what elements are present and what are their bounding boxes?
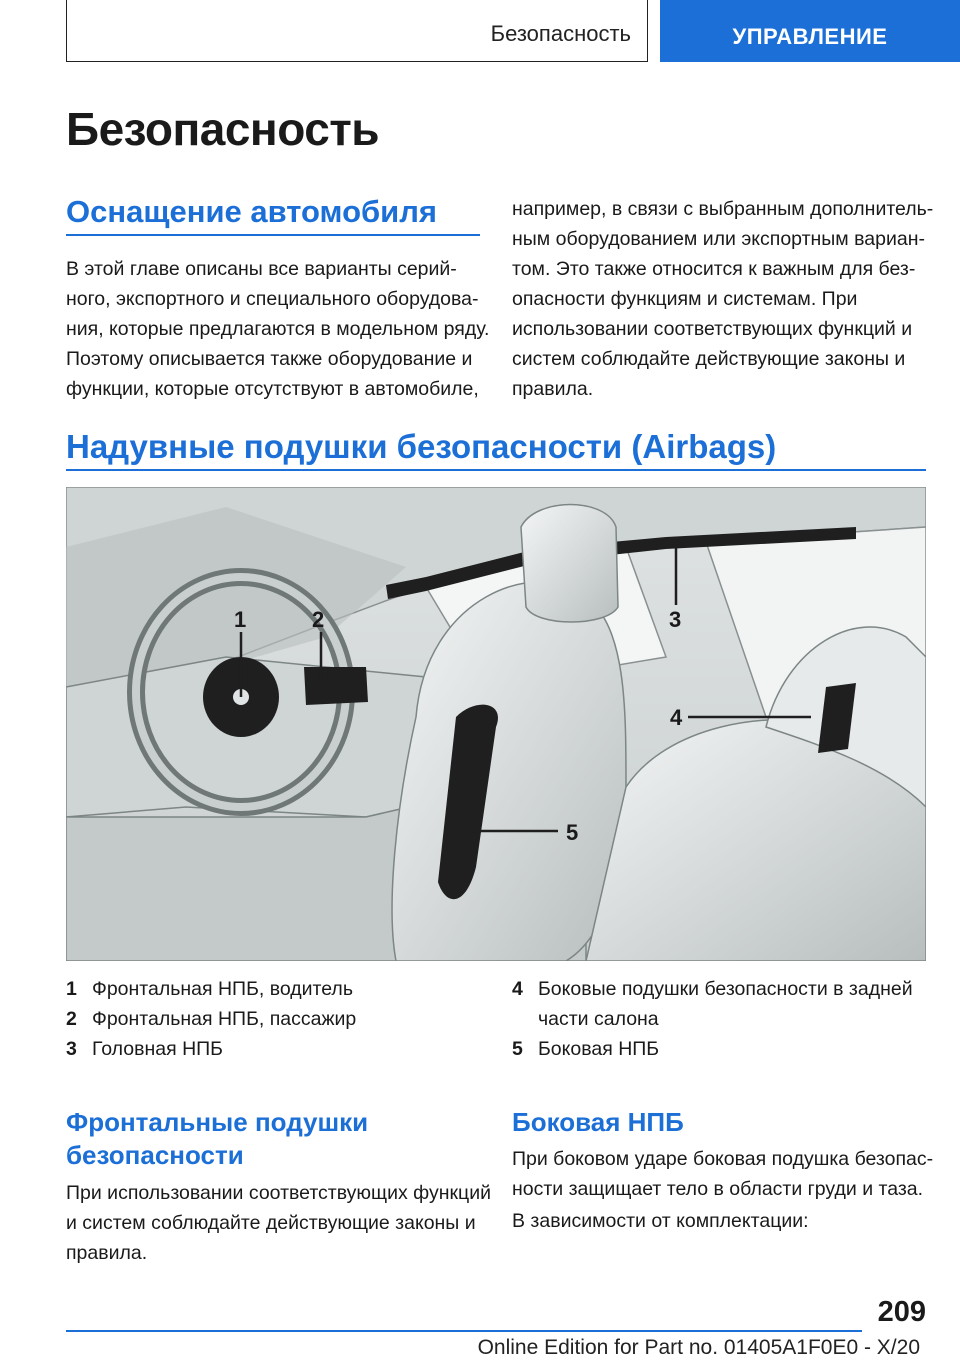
page-title: Безопасность (66, 103, 380, 155)
callout-3: 3 (669, 607, 682, 632)
callout-2: 2 (312, 607, 325, 632)
side-airbag-text (512, 1144, 933, 1204)
side-airbag-heading: Боковая НПБ (512, 1107, 684, 1137)
page-number: 209 (877, 1296, 926, 1328)
legend-number: 5 (512, 1038, 523, 1060)
equipment-right-text (512, 194, 933, 404)
legend-left (66, 974, 476, 1064)
text-line: В этой главе описаны все варианты серий- (66, 258, 457, 280)
legend-right (512, 974, 926, 1064)
legend-text: Боковая НПБ (538, 1038, 660, 1060)
front-airbags-text (66, 1178, 491, 1268)
legend-number: 4 (512, 978, 523, 1000)
legend-number: 1 (66, 978, 77, 1000)
text-line: опасности функциям и системам. При (512, 288, 858, 310)
text-line: При использовании соответствующих функций (66, 1182, 491, 1204)
text-line: При боковом ударе боковая подушка безопас- (512, 1148, 934, 1170)
section-label: УПРАВЛЕНИЕ (732, 24, 888, 49)
legend-text: Фронтальная НПБ, водитель (92, 978, 353, 1000)
airbags-rule (66, 469, 926, 471)
callout-4: 4 (670, 705, 683, 730)
edition-link[interactable]: Online Edition for Part no. 01405A1F0E0 - X/20 (477, 1336, 920, 1359)
chapter-tab (66, 0, 648, 62)
legend-number: 3 (66, 1038, 77, 1060)
heading-line: безопасности (66, 1140, 244, 1170)
text-line: и систем соблюдайте действующие законы и (66, 1212, 476, 1234)
text-line: ния, которые предлагаются в модельном ряду. (66, 318, 490, 340)
text-line: том. Это также относится к важным для без- (512, 258, 916, 280)
legend-item (512, 1034, 926, 1064)
text-line: Поэтому описывается также оборудование и (66, 348, 473, 370)
legend-item (512, 974, 926, 1034)
footer-rule (66, 1330, 862, 1332)
text-line: ного, экспортного и специального оборудова- (66, 288, 479, 310)
equipment-left-text (66, 254, 489, 404)
legend-number: 2 (66, 1008, 77, 1030)
callout-1: 1 (234, 607, 247, 632)
legend-text: Боковые подушки безопасности в задней части салона (538, 978, 913, 1030)
legend-item (66, 974, 476, 1004)
text-line: правила. (512, 378, 594, 400)
legend-item (66, 1004, 476, 1034)
equipment-rule (66, 234, 480, 236)
equipment-heading: Оснащение автомобиля (66, 194, 437, 229)
front-airbags-heading (66, 1106, 368, 1172)
legend-text: Головная НПБ (92, 1038, 223, 1060)
text-line: использовании соответствующих функций и (512, 318, 913, 340)
car-interior-drawing (66, 487, 926, 961)
text-line: систем соблюдайте действующие законы и (512, 348, 906, 370)
text-line: правила. (66, 1242, 148, 1264)
text-line: например, в связи с выбранным дополнитель- (512, 198, 934, 220)
text-line: функции, которые отсутствуют в автомобиле, (66, 378, 479, 400)
legend-item (66, 1034, 476, 1064)
airbags-heading: Надувные подушки безопасности (Airbags) (66, 428, 777, 465)
text-line: ным оборудованием или экспортным вариан- (512, 228, 925, 250)
callout-5: 5 (566, 820, 579, 845)
airbag-illustration (66, 487, 926, 961)
section-tab[interactable] (660, 0, 960, 62)
text-line: ности защищает тело в области груди и таза. (512, 1178, 924, 1200)
legend-text: Фронтальная НПБ, пассажир (92, 1008, 357, 1030)
heading-line: Фронтальные подушки (66, 1107, 369, 1137)
chapter-label: Безопасность (490, 21, 631, 46)
side-airbag-note: В зависимости от комплектации: (512, 1210, 809, 1232)
